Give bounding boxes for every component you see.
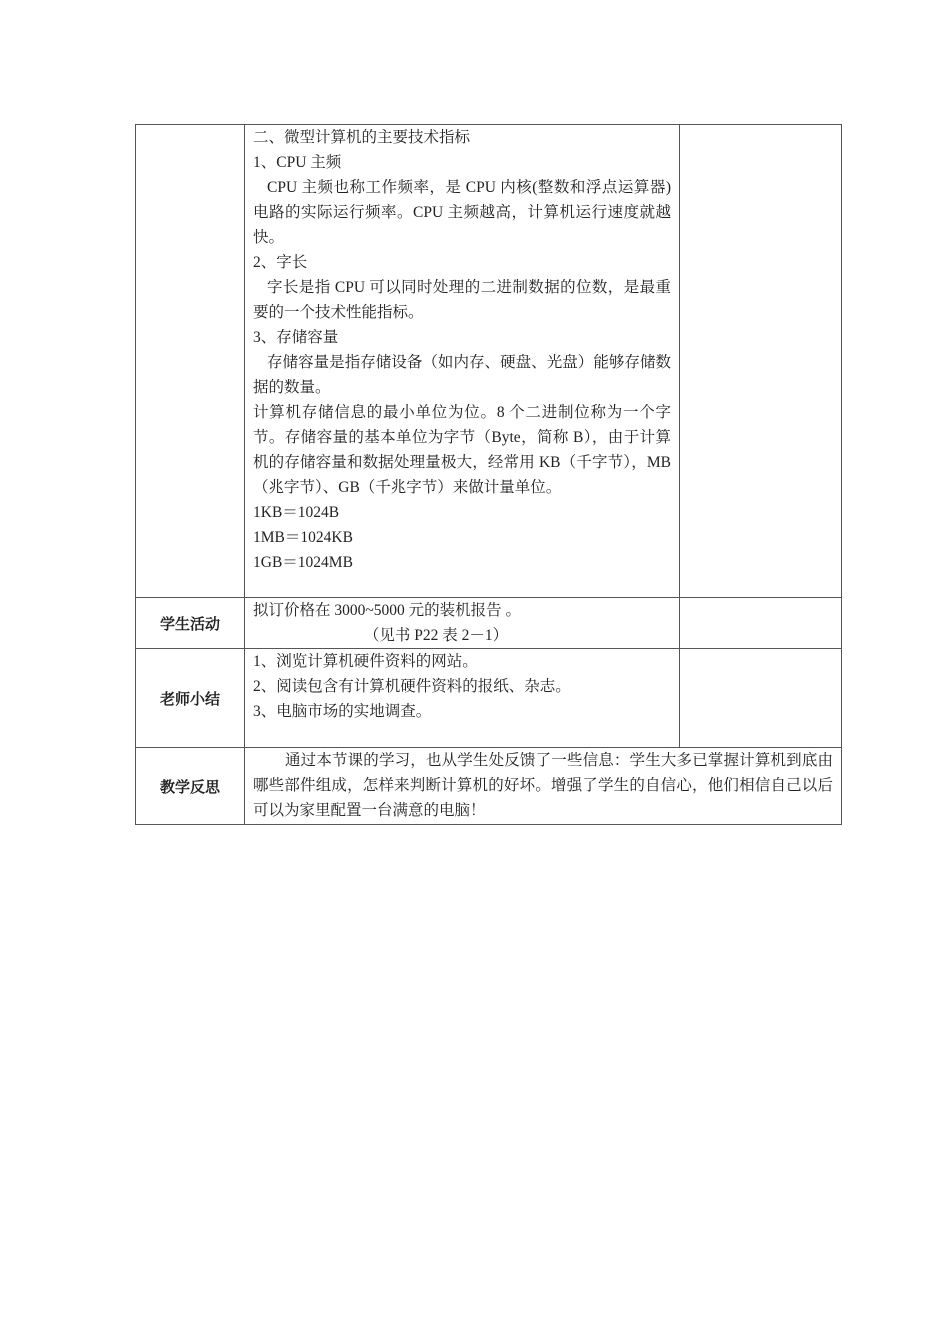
summary-item: 1、浏览计算机硬件资料的网站。 [253,653,478,670]
activity-cell [245,598,680,649]
kb-formula: 1KB＝1024B [253,504,340,521]
word-text: 字长是指 CPU 可以同时处理的二进制数据的位数，是最重要的一个技术性能指标。 [253,279,671,321]
summary-item: 2、阅读包含有计算机硬件资料的报纸、杂志。 [253,678,571,695]
unit-text: 计算机存储信息的最小单位为位。8 个二进制位称为一个字节。存储容量的基本单位为字节（Byte，简称 B），由于计算机的存储容量和数据处理量极大，经常用 KB（千字节），MB（兆字节）、GB（千兆字节）来做计量单位。 [253,404,671,496]
activity-line-1: 拟订价格在 3000~5000 元的装机报告 。 [253,602,522,619]
activity-line-2: （见书 P22 表 2－1） [363,627,509,644]
reflection-row [136,748,842,825]
cpu-title: 1、CPU 主频 [253,154,342,171]
mb-formula: 1MB＝1024KB [253,529,353,546]
storage-title: 3、存储容量 [253,329,339,346]
activity-label: 学生活动 [136,598,245,649]
section-heading: 二、微型计算机的主要技术指标 [253,129,471,146]
storage-text: 存储容量是指存储设备（如内存、硬盘、光盘）能够存储数据的数量。 [253,354,671,396]
notes-cell [680,125,842,598]
content-cell [245,125,680,598]
word-title: 2、字长 [253,254,308,271]
cpu-text: CPU 主频也称工作频率，是 CPU 内核(整数和浮点运算器)电路的实际运行频率。CPU 主频越高，计算机运行速度就越快。 [253,179,671,246]
activity-row [136,598,842,649]
summary-cell [245,649,680,748]
summary-row [136,649,842,748]
reflection-label: 教学反思 [136,748,245,825]
reflection-cell [245,748,842,825]
summary-item: 3、电脑市场的实地调查。 [253,703,432,720]
gb-formula: 1GB＝1024MB [253,554,353,571]
summary-label: 老师小结 [136,649,245,748]
empty-label-cell [136,125,245,598]
summary-notes-cell [680,649,842,748]
content-row [136,125,842,598]
reflection-text: 通过本节课的学习，也从学生处反馈了一些信息：学生大多已掌握计算机到底由哪些部件组成，怎样来判断计算机的好坏。增强了学生的自信心，他们相信自己以后可以为家里配置一台满意的电脑！ [253,752,833,819]
activity-notes-cell [680,598,842,649]
lesson-plan-table [135,124,842,825]
